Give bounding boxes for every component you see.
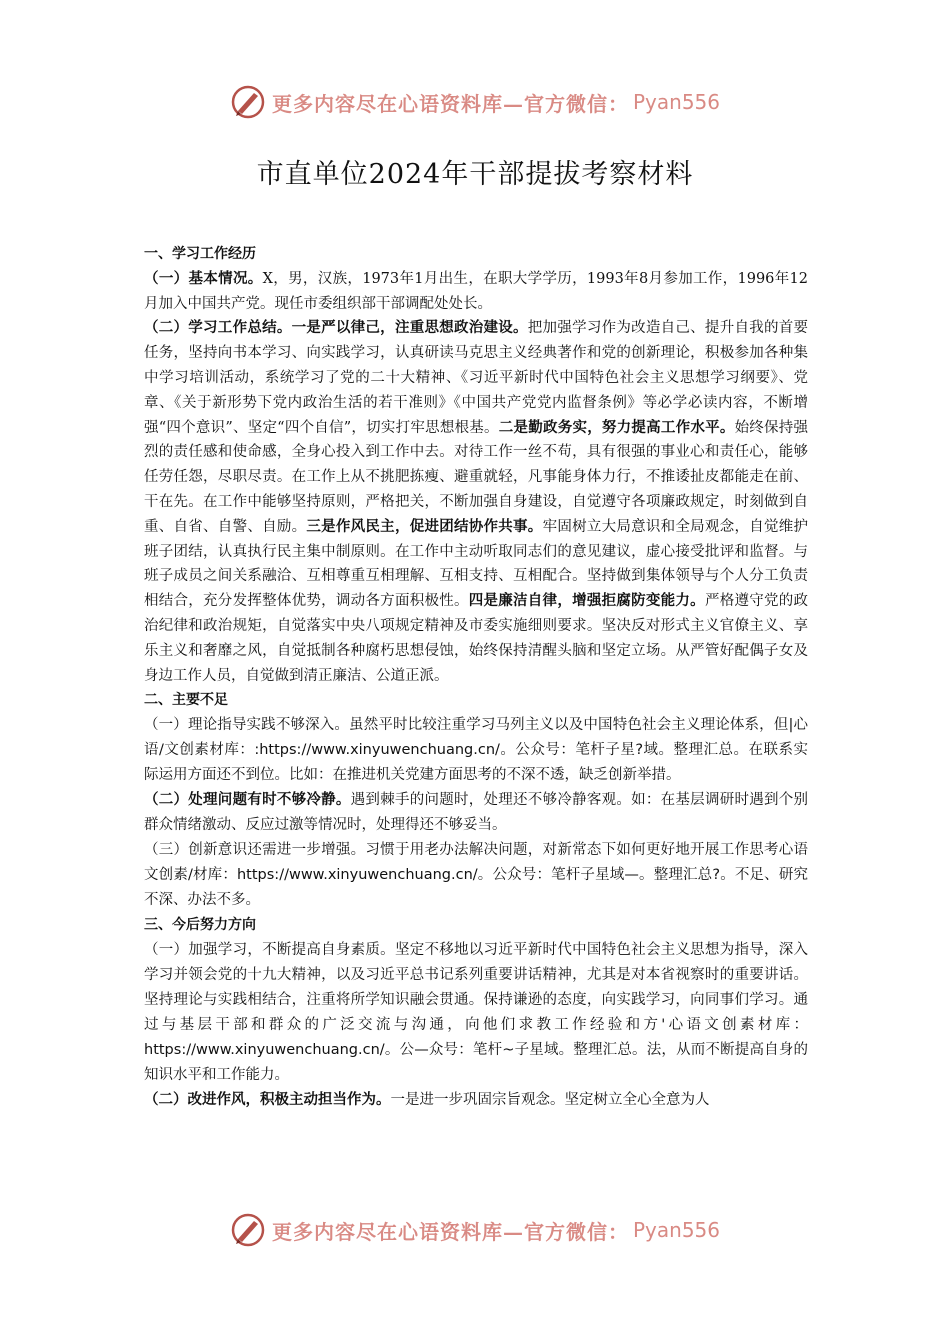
bold-lead: （二）学习工作总结。一是严以律己，注重思想政治建设。 (144, 320, 528, 337)
paragraph: （一）加强学习，不断提高自身素质。坚定不移地以习近平新时代中国特色社会主义思想为指导，深入学习并领会党的十九大精神，以及习近平总书记系列重要讲话精神，尤其是对本省视察时的重要讲话。坚持理论与实践相结合，注重将所学知识融会贯通。保持谦逊的态度，向实践学习，向同事们学习。通过与基层干部和群众的广泛交流与沟通，向他们求教工作经验和方'心语文创素材库：https://www.xinyuwenchuang.cn/。公—众号：笔杆~子星域。整理汇总。法，从而不断提高自身的知识水平和工作能力。 (144, 941, 808, 1083)
bold-lead: （二）改进作风，积极主动担当作为。 (144, 1091, 391, 1108)
paragraph (144, 267, 808, 317)
watermark-handle: Pyan556 (632, 90, 720, 114)
paragraph (144, 788, 808, 838)
paragraph-text: 一是进一步巩固宗旨观念。坚定树立全心全意为人 (390, 1091, 710, 1108)
paragraph-text: 严格遵守党的政治纪律和政治规矩，自觉落实中央八项规定精神及市委实施细则要求。坚决反对形式主义官僚主义、享乐主义和奢靡之风，自觉抵制各种腐朽思想侵蚀，始终保持清醒头脑和坚定立场。从严管好配偶子女及身边工作人员，自觉做到清正廉洁、公道正派。 (144, 593, 809, 684)
paragraph: （一）理论指导实践不够深入。虽然平时比较注重学习马列主义以及中国特色社会主义理论体系，但|心语/文创素材库：:https://www.xinyuwenchuang.cn/。公众号：笔杆子星?域。整理汇总。在联系实际运用方面还不到位。比如：在推进机关党建方面思考的不深不透，缺乏创新举措。 (144, 717, 808, 784)
bold-lead: 三是作风民主，促进团结协作共事。 (306, 518, 543, 535)
section-heading: 二、主要不足 (144, 692, 228, 709)
bold-lead: 四是廉洁自律，增强拒腐防变能力。 (468, 593, 705, 610)
footer-watermark (0, 1208, 950, 1252)
header-watermark (0, 80, 950, 124)
document-body (144, 242, 808, 1112)
section-heading: 一、学习工作经历 (144, 246, 256, 262)
bold-lead: （一）基本情况。 (144, 270, 263, 287)
watermark-text: 更多内容尽在心语资料库—官方微信： (271, 1219, 629, 1244)
bold-lead: （二）处理问题有时不够冷静。 (144, 792, 351, 809)
paragraph (144, 1088, 808, 1113)
pen-logo-icon (230, 1212, 266, 1248)
watermark-text: 更多内容尽在心语资料库—官方微信： (271, 91, 629, 116)
paragraph-text: 牢固树立大局意识和全局观念，自觉维护班子团结，认真执行民主集中制原则。在工作中主动听取同志们的意见建议，虚心接受批评和监督。与班子成员之间关系融洽、互相尊重互相理解、互相支持、互相配合。坚持做到集体领导与个人分工负责相结合，充分发挥整体优势，调动各方面积极性。 (144, 518, 809, 610)
pen-logo-icon (230, 84, 266, 120)
paragraph-text: 把加强学习作为改造自己、提升自我的首要任务，坚持向书本学习、向实践学习，认真研读马克思主义经典著作和党的创新理论，积极参加各种集中学习培训活动，系统学习了党的二十大精神、《习近平新时代中国特色社会主义思想学习纲要》、党章、《关于新形势下党内政治生活的若干准则》《中国共产党党内监督条例》等必学必读内容，不断增强“四个意识”、坚定“四个自信”，切实打牢思想根基。 (144, 320, 808, 436)
paragraph (144, 316, 808, 688)
paragraph-text: X，男，汉族，1973年1月出生，在职大学学历，1993年8月参加工作，1996年12月加入中国共产党。现任市委组织部干部调配处处长。 (144, 270, 809, 312)
section-heading: 三、今后努力方向 (144, 916, 256, 933)
watermark-handle: Pyan556 (632, 1218, 720, 1242)
document-title: 市直单位2024年干部提拔考察材料 (256, 159, 694, 190)
bold-lead: 二是勤政务实，努力提高工作水平。 (498, 419, 735, 436)
paragraph: （三）创新意识还需进一步增强。习惯于用老办法解决问题，对新常态下如何更好地开展工作思考心语文创素/材库：https://www.xinyuwenchuang.cn/。公众号：笔杆子星域—。整理汇总?。不足、研究不深、办法不多。 (144, 841, 808, 908)
paragraph-text: 始终保持强烈的责任感和使命感，全身心投入到工作中去。对待工作一丝不苟，具有很强的事业心和责任心，能够任劳任怨，尽职尽责。在工作上从不挑肥拣瘦、避重就轻，凡事能身体力行，不推诿扯皮都能走在前、干在先。在工作中能够坚持原则，严格把关，不断加强自身建设，自觉遵守各项廉政规定，时刻做到自重、自省、自警、自励。 (144, 419, 809, 535)
paragraph-text: 遇到棘手的问题时，处理还不够冷静客观。如：在基层调研时遇到个别群众情绪激动、反应过激等情况时，处理得还不够妥当。 (144, 792, 809, 833)
